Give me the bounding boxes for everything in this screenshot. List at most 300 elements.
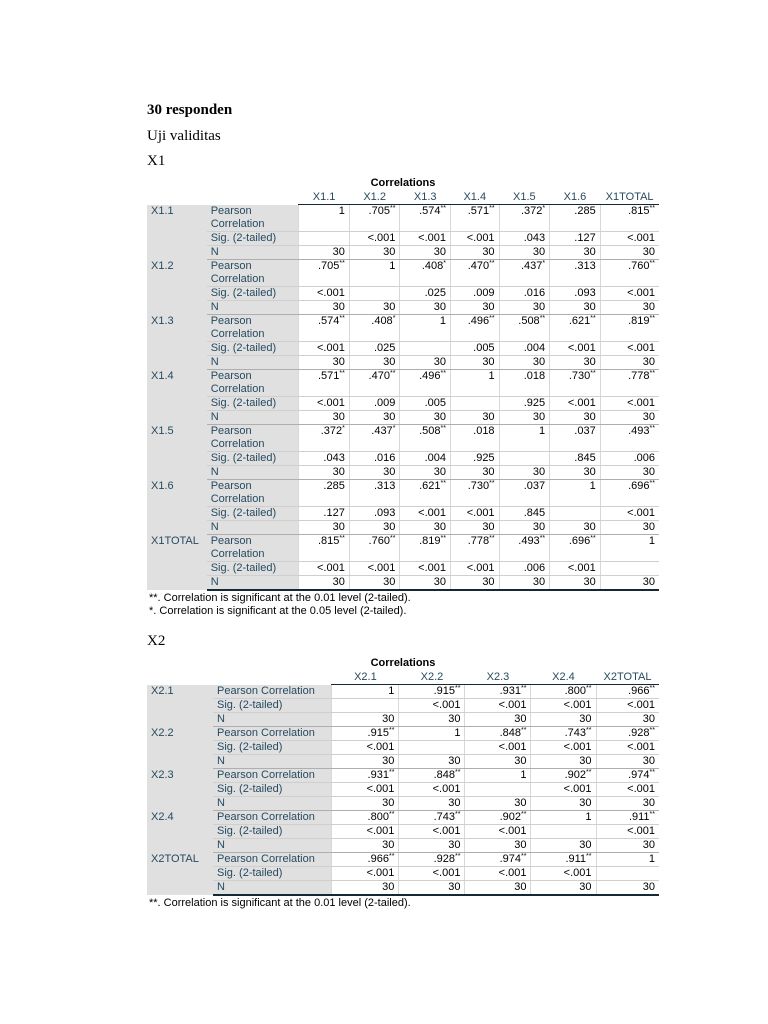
cell-value: 1 [648, 853, 655, 865]
cell-value: <.001 [498, 825, 527, 837]
value-cell [596, 797, 659, 811]
value-cell [499, 507, 550, 521]
cell-value: .372* [320, 425, 345, 437]
row-variable-label: X1TOTAL [147, 535, 207, 591]
cell-value: .760** [628, 260, 655, 272]
cell-value: .800** [564, 685, 592, 697]
cell-value: <.001 [366, 867, 395, 879]
value-cell [299, 480, 350, 507]
value-cell [550, 535, 601, 562]
value-cell [499, 397, 550, 411]
value-cell [600, 576, 659, 591]
significance-marker: ** [649, 480, 655, 487]
stat-label: Pearson Correlation [213, 727, 332, 741]
stat-label: N [213, 713, 332, 727]
cell-value: <.001 [317, 287, 345, 299]
significance-marker: ** [389, 370, 396, 377]
value-cell [531, 797, 596, 811]
cell-value: .845 [523, 507, 546, 519]
cell-value: 30 [642, 301, 655, 313]
significance-marker: ** [489, 535, 495, 542]
value-cell [465, 867, 531, 881]
cell-value: 30 [482, 411, 495, 423]
cell-value: <.001 [317, 562, 345, 574]
cell-value: .093 [574, 287, 596, 299]
value-cell [400, 576, 451, 591]
cell-value: 30 [642, 466, 655, 478]
cell-value: .778** [628, 370, 655, 382]
table-row [147, 755, 659, 769]
value-cell [399, 755, 465, 769]
cell-value: .819** [419, 535, 446, 547]
value-cell [349, 315, 400, 342]
value-cell [349, 466, 400, 480]
stat-label: Pearson Correlation [207, 480, 299, 507]
value-cell [451, 507, 500, 521]
significance-marker: ** [455, 769, 461, 776]
significance-marker: ** [539, 315, 546, 322]
cell-value: .127 [574, 232, 596, 244]
cell-value: .493** [628, 425, 655, 437]
cell-value: .848** [433, 769, 461, 781]
cell-value: 30 [532, 411, 546, 423]
value-cell [600, 342, 659, 356]
value-cell [596, 713, 659, 727]
value-cell [299, 562, 350, 576]
cell-value: .408* [421, 260, 446, 272]
cell-value: .313 [574, 260, 596, 272]
stat-label: Sig. (2-tailed) [207, 562, 299, 576]
cell-value: 30 [642, 576, 655, 588]
stat-label: Sig. (2-tailed) [213, 783, 332, 797]
value-cell [400, 466, 451, 480]
cell-value: <.001 [563, 867, 592, 879]
row-variable-label: X2.4 [147, 811, 213, 853]
value-cell [349, 246, 400, 260]
value-cell [499, 562, 550, 576]
cell-value: <.001 [563, 783, 592, 795]
value-cell [499, 356, 550, 370]
value-cell [531, 741, 596, 755]
value-cell [465, 699, 531, 713]
cell-value: 30 [332, 246, 345, 258]
significance-marker: ** [521, 727, 527, 734]
value-cell [531, 783, 596, 797]
header-blank [147, 670, 213, 685]
cell-value: 30 [482, 466, 495, 478]
table-row [147, 315, 659, 342]
header-blank [213, 670, 332, 685]
value-cell [596, 839, 659, 853]
row-variable-label: X2.3 [147, 769, 213, 811]
cell-value: 30 [579, 755, 592, 767]
cell-value: .004 [424, 452, 446, 464]
value-cell [499, 205, 550, 232]
value-cell [349, 370, 400, 397]
value-cell [531, 867, 596, 881]
value-cell [600, 521, 659, 535]
value-cell [550, 287, 601, 301]
cell-value: <.001 [366, 825, 395, 837]
table-row [147, 356, 659, 370]
cell-value: 30 [332, 411, 345, 423]
value-cell [531, 699, 596, 713]
value-cell [596, 867, 659, 881]
stat-label: N [213, 839, 332, 853]
cell-value: .696** [568, 535, 596, 547]
stat-label: Pearson Correlation [207, 370, 299, 397]
value-cell [299, 246, 350, 260]
document-subtitle: Uji validitas [147, 128, 221, 144]
value-cell [399, 825, 465, 839]
significance-marker: ** [521, 853, 527, 860]
table-footnote: *. Correlation is significant at the 0.05 level (2-tailed). [149, 605, 407, 617]
cell-value: .009 [374, 397, 396, 409]
stat-label: Pearson Correlation [207, 535, 299, 562]
significance-marker: ** [649, 315, 655, 322]
significance-marker: ** [586, 685, 592, 692]
cell-value: 30 [383, 521, 396, 533]
table-row [147, 232, 659, 246]
cell-value: 1 [454, 727, 461, 739]
column-header: X1.4 [451, 190, 500, 205]
stat-label: N [207, 466, 299, 480]
table-row [147, 797, 659, 811]
cell-value: .931** [367, 769, 395, 781]
cell-value: 30 [642, 356, 655, 368]
stat-label: N [207, 246, 299, 260]
value-cell [600, 356, 659, 370]
value-cell [400, 315, 451, 342]
cell-value: .845 [574, 452, 596, 464]
cell-value: .037 [523, 480, 546, 492]
value-cell [499, 342, 550, 356]
cell-value: .508** [419, 425, 446, 437]
column-header: X1.1 [299, 190, 350, 205]
stat-label: N [207, 411, 299, 425]
column-header: X2.3 [465, 670, 531, 685]
column-header: X2TOTAL [596, 670, 659, 685]
cell-value: 30 [382, 755, 395, 767]
cell-value: 1 [389, 260, 396, 272]
cell-value: .819** [628, 315, 655, 327]
value-cell [550, 452, 601, 466]
table-footnote: **. Correlation is significant at the 0.01 level (2-tailed). [149, 592, 411, 604]
cell-value: .372* [520, 205, 546, 217]
cell-value: .743** [564, 727, 592, 739]
stat-label: Pearson Correlation [213, 853, 332, 867]
cell-value: .043 [323, 452, 345, 464]
column-header: X1.3 [400, 190, 451, 205]
cell-value: .915** [433, 685, 461, 697]
document-title: 30 responden [147, 102, 233, 118]
value-cell [550, 232, 601, 246]
value-cell [499, 425, 550, 452]
significance-marker: ** [649, 205, 655, 212]
cell-value: 30 [583, 356, 596, 368]
value-cell [451, 205, 500, 232]
value-cell [332, 755, 399, 769]
cell-value: .902** [499, 811, 527, 823]
value-cell [451, 232, 500, 246]
cell-value: .005 [424, 397, 446, 409]
significance-marker: ** [388, 811, 395, 818]
value-cell [332, 881, 399, 896]
value-cell [451, 425, 500, 452]
cell-value: .911** [565, 853, 592, 865]
value-cell [550, 246, 601, 260]
cell-value: <.001 [627, 287, 655, 299]
stat-label: Sig. (2-tailed) [207, 452, 299, 466]
value-cell [400, 411, 451, 425]
value-cell [332, 727, 399, 741]
value-cell [499, 452, 550, 466]
cell-value: <.001 [432, 867, 461, 879]
stat-label: Pearson Correlation [207, 205, 299, 232]
cell-value: 30 [332, 301, 345, 313]
value-cell [400, 370, 451, 397]
column-header: X2.2 [399, 670, 465, 685]
value-cell [400, 205, 451, 232]
significance-marker: ** [590, 315, 596, 322]
value-cell [349, 576, 400, 591]
cell-value: <.001 [627, 825, 655, 837]
value-cell [550, 425, 601, 452]
cell-value: 30 [482, 301, 495, 313]
significance-marker: ** [339, 260, 345, 267]
cell-value: .016 [374, 452, 396, 464]
significance-marker: ** [649, 425, 655, 432]
column-header: X1TOTAL [600, 190, 659, 205]
row-variable-label: X1.2 [147, 260, 207, 315]
value-cell [451, 356, 500, 370]
value-cell [531, 825, 596, 839]
cell-value: 1 [338, 205, 345, 217]
cell-value: 30 [332, 356, 345, 368]
cell-value: .508** [518, 315, 546, 327]
value-cell [349, 507, 400, 521]
cell-value: 30 [448, 881, 461, 893]
significance-marker: ** [440, 370, 446, 377]
table-caption: Correlations [370, 177, 436, 189]
value-cell [349, 521, 400, 535]
value-cell [451, 315, 500, 342]
significance-marker: ** [539, 535, 546, 542]
value-cell [332, 853, 399, 867]
significance-marker: ** [440, 480, 446, 487]
significance-marker: ** [649, 260, 655, 267]
cell-value: 30 [579, 797, 592, 809]
significance-marker: ** [388, 769, 395, 776]
table-row [147, 713, 659, 727]
stat-label: Pearson Correlation [207, 260, 299, 287]
value-cell [299, 370, 350, 397]
cell-value: .127 [323, 507, 345, 519]
cell-value: .574** [419, 205, 446, 217]
value-cell [596, 727, 659, 741]
table-footnote: **. Correlation is significant at the 0.01 level (2-tailed). [149, 897, 411, 909]
value-cell [349, 562, 400, 576]
value-cell [499, 576, 550, 591]
cell-value: .004 [523, 342, 546, 354]
value-cell [299, 260, 350, 287]
cell-value: .911** [628, 811, 655, 823]
cell-value: 30 [579, 839, 592, 851]
value-cell [400, 246, 451, 260]
value-cell [596, 699, 659, 713]
cell-value: .571** [467, 205, 495, 217]
value-cell [400, 287, 451, 301]
table-row [147, 853, 659, 867]
cell-value: .574** [317, 315, 345, 327]
table-row [147, 397, 659, 411]
cell-value: <.001 [317, 397, 345, 409]
table-row [147, 867, 659, 881]
cell-value: <.001 [367, 232, 396, 244]
value-cell [596, 853, 659, 867]
value-cell [600, 411, 659, 425]
significance-marker: ** [339, 370, 345, 377]
cell-value: <.001 [567, 562, 596, 574]
significance-marker: ** [586, 853, 592, 860]
cell-value: 30 [382, 713, 395, 725]
cell-value: <.001 [627, 699, 655, 711]
cell-value: <.001 [466, 562, 495, 574]
significance-marker: ** [649, 685, 655, 692]
cell-value: 30 [514, 881, 527, 893]
value-cell [600, 370, 659, 397]
cell-value: <.001 [498, 867, 527, 879]
cell-value: 30 [532, 301, 546, 313]
cell-value: 30 [642, 521, 655, 533]
cell-value: .006 [523, 562, 546, 574]
cell-value: 30 [583, 576, 596, 588]
value-cell [400, 521, 451, 535]
value-cell [550, 466, 601, 480]
value-cell [451, 521, 500, 535]
stat-label: Pearson Correlation [213, 685, 332, 699]
value-cell [451, 301, 500, 315]
value-cell [465, 825, 531, 839]
value-cell [600, 232, 659, 246]
cell-value: <.001 [567, 342, 596, 354]
cell-value: .006 [633, 452, 655, 464]
value-cell [596, 825, 659, 839]
cell-value: <.001 [366, 741, 395, 753]
value-cell [531, 713, 596, 727]
column-header: X2.4 [531, 670, 596, 685]
table-row [147, 535, 659, 562]
stat-label: Sig. (2-tailed) [213, 825, 332, 839]
cell-value: .037 [574, 425, 596, 437]
cell-value: .437* [520, 260, 546, 272]
cell-value: 30 [583, 301, 596, 313]
stat-label: Sig. (2-tailed) [207, 232, 299, 246]
value-cell [349, 425, 400, 452]
cell-value: 30 [383, 246, 396, 258]
cell-value: 1 [439, 315, 446, 327]
value-cell [451, 246, 500, 260]
value-cell [349, 342, 400, 356]
cell-value: <.001 [432, 783, 461, 795]
value-cell [465, 797, 531, 811]
cell-value: .408* [371, 315, 396, 327]
cell-value: 30 [642, 839, 655, 851]
value-cell [399, 839, 465, 853]
value-cell [499, 535, 550, 562]
cell-value: <.001 [418, 562, 446, 574]
table-row [147, 260, 659, 287]
value-cell [400, 301, 451, 315]
value-cell [465, 685, 531, 699]
cell-value: .925 [523, 397, 546, 409]
cell-value: .743** [433, 811, 461, 823]
cell-value: .005 [473, 342, 495, 354]
value-cell [531, 853, 596, 867]
cell-value: 30 [383, 301, 396, 313]
cell-value: 30 [383, 356, 396, 368]
value-cell [299, 535, 350, 562]
cell-value: .016 [523, 287, 546, 299]
value-cell [600, 287, 659, 301]
stat-label: Pearson Correlation [213, 769, 332, 783]
value-cell [465, 839, 531, 853]
significance-marker: * [392, 425, 396, 432]
value-cell [299, 466, 350, 480]
cell-value: .705** [317, 260, 345, 272]
cell-value: .848** [499, 727, 527, 739]
significance-marker: * [392, 315, 396, 322]
value-cell [499, 370, 550, 397]
value-cell [600, 562, 659, 576]
stat-label: Sig. (2-tailed) [213, 699, 332, 713]
value-cell [332, 783, 399, 797]
significance-marker: ** [649, 769, 655, 776]
table-row [147, 576, 659, 591]
significance-marker: ** [489, 480, 495, 487]
table-row [147, 699, 659, 713]
cell-value: <.001 [498, 741, 527, 753]
cell-value: 30 [532, 246, 546, 258]
value-cell [332, 825, 399, 839]
cell-value: .696** [628, 480, 655, 492]
cell-value: .815** [317, 535, 345, 547]
value-cell [349, 356, 400, 370]
cell-value: <.001 [627, 342, 655, 354]
value-cell [400, 507, 451, 521]
value-cell [499, 301, 550, 315]
value-cell [499, 480, 550, 507]
value-cell [332, 769, 399, 783]
value-cell [600, 466, 659, 480]
value-cell [451, 411, 500, 425]
value-cell [400, 397, 451, 411]
value-cell [499, 315, 550, 342]
value-cell [299, 356, 350, 370]
value-cell [600, 535, 659, 562]
significance-marker: * [542, 260, 546, 267]
cell-value: .730** [467, 480, 495, 492]
value-cell [349, 205, 400, 232]
value-cell [600, 246, 659, 260]
cell-value: 1 [488, 370, 495, 382]
value-cell [600, 425, 659, 452]
cell-value: .313 [374, 480, 396, 492]
cell-value: 30 [642, 246, 655, 258]
cell-value: .931** [499, 685, 527, 697]
value-cell [531, 685, 596, 699]
value-cell [465, 783, 531, 797]
